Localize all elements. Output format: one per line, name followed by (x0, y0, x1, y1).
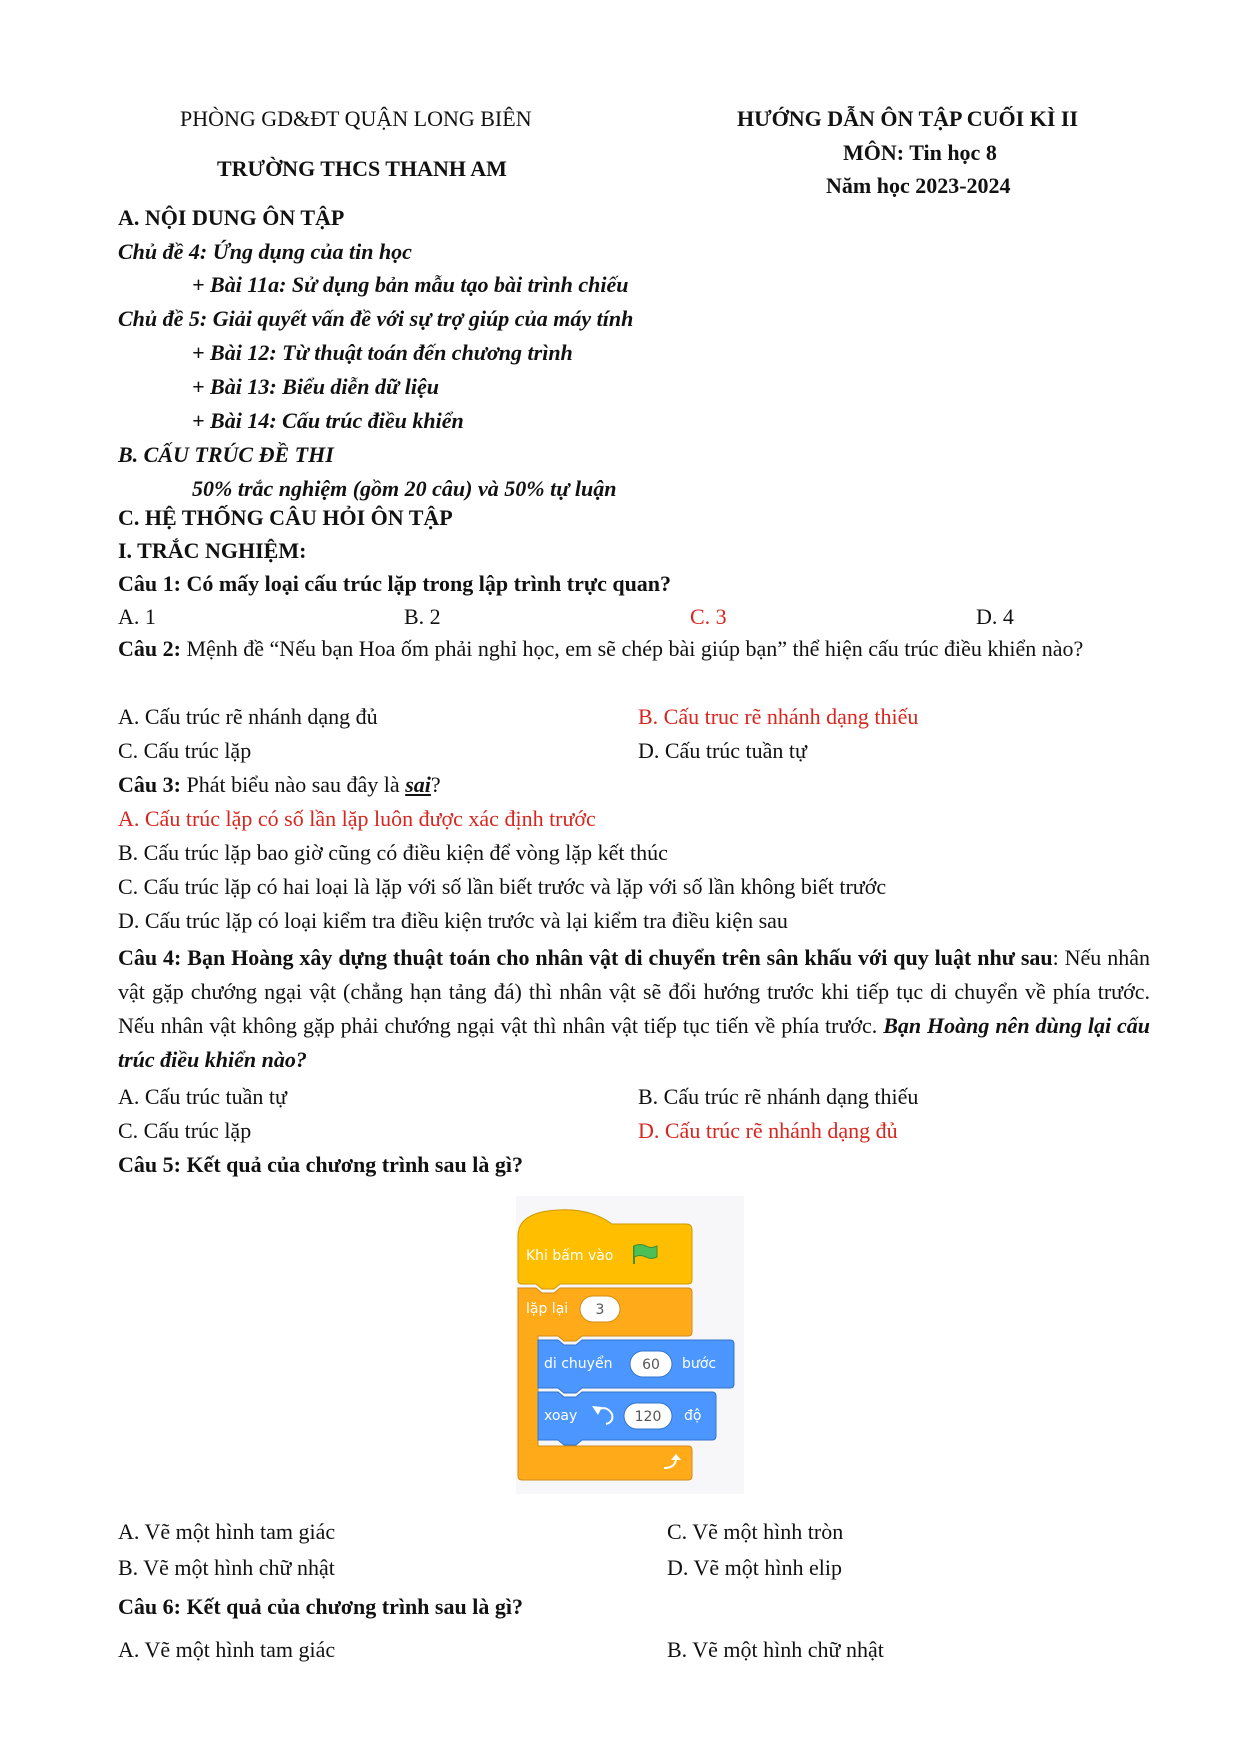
turn-degrees: 120 (634, 1409, 662, 1425)
scratch-program-image (516, 1196, 744, 1494)
header-school-year: Năm học 2023-2024 (826, 173, 1011, 198)
topic-5: Chủ đề 5: Giải quyết vấn đề với sự trợ giúp của máy tính (118, 306, 634, 331)
q3-label: Câu 3: (118, 772, 181, 797)
move-steps: 60 (642, 1357, 660, 1373)
section-a-title: A. NỘI DUNG ÔN TẬP (118, 205, 345, 230)
move-unit: bước (682, 1356, 717, 1372)
question-4 (118, 941, 1150, 1077)
question-3 (118, 770, 441, 800)
q2-option-c: C. Cấu trúc lặp (118, 738, 252, 763)
q2-label: Câu 2: (118, 636, 181, 661)
topic-4: Chủ đề 4: Ứng dụng của tin học (118, 239, 412, 264)
q5-option-c: C. Vẽ một hình tròn (667, 1519, 844, 1544)
header-department: PHÒNG GD&ĐT QUẬN LONG BIÊN (180, 106, 532, 131)
lesson-11a: + Bài 11a: Sử dụng bản mẫu tạo bài trình chiếu (192, 272, 629, 297)
q1-option-a: A. 1 (118, 604, 156, 629)
q2-option-d: D. Cấu trúc tuần tự (638, 738, 807, 763)
q2-text: Mệnh đề “Nếu bạn Hoa ốm phải nghỉ học, em sẽ chép bài giúp bạn” thể hiện cấu trúc điều khiển nào? (180, 636, 1084, 661)
header-doc-title: HƯỚNG DẪN ÔN TẬP CUỐI KÌ II (737, 106, 1079, 131)
q6-option-a: A. Vẽ một hình tam giác (118, 1637, 336, 1662)
q1-option-b: B. 2 (404, 604, 441, 629)
header-subject: MÔN: Tin học 8 (843, 140, 997, 165)
header-school: TRƯỜNG THCS THANH AM (217, 156, 507, 181)
q4-option-b: B. Cấu trúc rẽ nhánh dạng thiếu (638, 1084, 919, 1109)
question-1: Câu 1: Có mấy loại cấu trúc lặp trong lập trình trực quan? (118, 571, 672, 596)
section-c-title: C. HỆ THỐNG CÂU HỎI ÔN TẬP (118, 505, 453, 530)
repeat-block-label: lặp lại (526, 1301, 569, 1317)
question-2 (118, 632, 1150, 666)
q3-option-c: C. Cấu trúc lặp có hai loại là lặp với số lần biết trước và lặp với số lần không biết trước (118, 874, 887, 899)
lesson-13: + Bài 13: Biểu diễn dữ liệu (192, 374, 439, 399)
turn-block-label: xoay (544, 1408, 578, 1424)
q3-option-b: B. Cấu trúc lặp bao giờ cũng có điều kiện để vòng lặp kết thúc (118, 840, 668, 865)
q2-option-a: A. Cấu trúc rẽ nhánh dạng đủ (118, 704, 378, 729)
lesson-14: + Bài 14: Cấu trúc điều khiển (192, 408, 464, 433)
q4-question: Bạn Hoàng nên dùng lại cấu trúc điều khiển nào? (118, 1013, 1151, 1072)
q1-option-d: D. 4 (976, 604, 1014, 629)
q1-option-c-correct: C. 3 (690, 604, 727, 629)
scratch-blocks (516, 1196, 744, 1494)
section-b-title: B. CẤU TRÚC ĐỀ THI (118, 442, 334, 467)
q3-option-d: D. Cấu trúc lặp có loại kiểm tra điều kiện trước và lại kiểm tra điều kiện sau (118, 908, 788, 933)
q5-option-d: D. Vẽ một hình elip (667, 1555, 842, 1580)
move-block-label: di chuyển (544, 1356, 613, 1372)
q2-option-b-correct: B. Cấu truc rẽ nhánh dạng thiếu (638, 704, 919, 729)
turn-unit: độ (684, 1408, 702, 1424)
hat-block-label: Khi bấm vào (526, 1248, 614, 1264)
repeat-count: 3 (595, 1302, 605, 1318)
exam-structure: 50% trắc nghiệm (gồm 20 câu) và 50% tự luận (192, 476, 617, 501)
q4-body: : Nếu nhân vật gặp chướng ngại vật (chẳng hạn tảng đá) thì nhân vật sẽ đổi hướng trước khi tiếp tục di chuyển về phía trước. Nếu nhân vật không gặp phải chướng ngại vật thì nhân vật tiếp tục tiến về phía trước. (118, 945, 1150, 1038)
q5-option-a: A. Vẽ một hình tam giác (118, 1519, 336, 1544)
q3-option-a-correct: A. Cấu trúc lặp có số lần lặp luôn được xác định trước (118, 806, 596, 831)
q3-text-before: Phát biểu nào sau đây là (180, 772, 406, 797)
q4-option-d-correct: D. Cấu trúc rẽ nhánh dạng đủ (638, 1118, 898, 1143)
q3-emphasis: sai (405, 772, 431, 797)
q3-text-after: ? (430, 772, 441, 797)
question-6: Câu 6: Kết quả của chương trình sau là gì? (118, 1594, 523, 1619)
q4-bold-part: Câu 4: Bạn Hoàng xây dựng thuật toán cho nhân vật di chuyển trên sân khấu với quy luật như sau (118, 945, 1053, 970)
lesson-12: + Bài 12: Từ thuật toán đến chương trình (192, 340, 573, 365)
q4-option-c: C. Cấu trúc lặp (118, 1118, 252, 1143)
question-5: Câu 5: Kết quả của chương trình sau là gì? (118, 1152, 523, 1177)
q5-option-b: B. Vẽ một hình chữ nhật (118, 1555, 335, 1580)
q6-option-b: B. Vẽ một hình chữ nhật (667, 1637, 884, 1662)
part-1-title: I. TRẮC NGHIỆM: (118, 538, 307, 563)
q4-option-a: A. Cấu trúc tuần tự (118, 1084, 287, 1109)
